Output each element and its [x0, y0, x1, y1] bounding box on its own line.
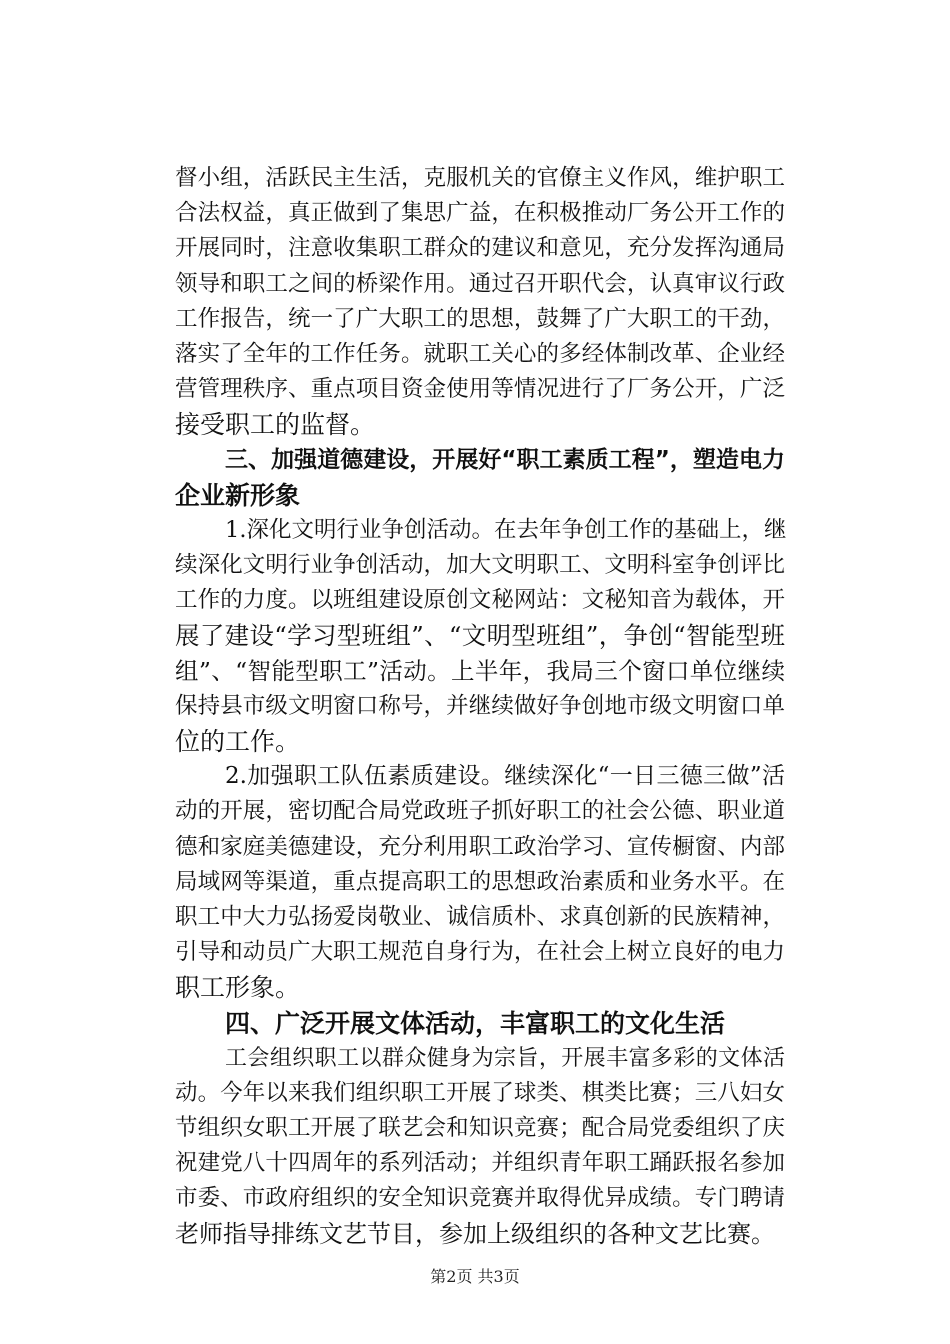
body-line: 职工中大力弘扬爱岗敬业、诚信质朴、求真创新的民族精神，	[175, 903, 785, 930]
body-line: 营管理秩序、重点项目资金使用等情况进行了厂务公开，广泛	[175, 376, 785, 403]
body-line: 续深化文明行业争创活动，加大文明职工、文明科室争创评比	[175, 552, 785, 579]
body-line: 工作报告，统一了广大职工的思想，鼓舞了广大职工的干劲，	[175, 305, 785, 332]
body-line: 引导和动员广大职工规范自身行为，在社会上树立良好的电力	[175, 939, 785, 966]
body-line: 开展同时，注意收集职工群众的建议和意见，充分发挥沟通局	[175, 235, 785, 262]
body-line: 德和家庭美德建设，充分利用职工政治学习、宣传橱窗、内部	[175, 833, 785, 860]
body-line: 动。今年以来我们组织职工开展了球类、棋类比赛；三八妇女	[175, 1079, 785, 1106]
paragraph-start: 工会组织职工以群众健身为宗旨，开展丰富多彩的文体活	[225, 1045, 785, 1071]
body-line: 市委、市政府组织的安全知识竞赛并取得优异成绩。专门聘请	[175, 1185, 785, 1212]
document-body	[175, 161, 785, 1252]
body-line: 展了建设“学习型班组”、“文明型班组”，争创“智能型班	[175, 621, 785, 651]
section-heading-3: 三、加强道德建设，开展好“职工素质工程”，塑造电力	[225, 446, 785, 473]
paragraph-start: 1.深化文明行业争创活动。在去年争创工作的基础上，继	[225, 516, 787, 543]
body-line: 老师指导排练文艺节目，参加上级组织的各种文艺比赛。	[175, 1219, 775, 1248]
page-number-footer: 第2页 共3页	[430, 1267, 520, 1286]
body-line: 局域网等渠道，重点提高职工的思想政治素质和业务水平。在	[175, 868, 785, 895]
body-line: 职工形象。	[175, 973, 301, 1003]
body-line: 节组织女职工开展了联艺会和知识竞赛；配合局党委组织了庆	[175, 1115, 785, 1142]
body-line: 祝建党八十四周年的系列活动；并组织青年职工踊跃报名参加	[175, 1150, 785, 1177]
body-line: 督小组，活跃民主生活，克服机关的官僚主义作风，维护职工	[175, 165, 785, 191]
body-line: 工作的力度。以班组建设原创文秘网站：文秘知音为载体，开	[175, 587, 785, 614]
body-line: 领导和职工之间的桥梁作用。通过召开职代会，认真审议行政	[175, 270, 785, 297]
section-heading-3-continued: 企业新形象	[175, 480, 301, 510]
body-line: 接受职工的监督。	[175, 410, 376, 440]
body-line: 合法权益，真正做到了集思广益，在积极推动厂务公开工作的	[175, 200, 785, 227]
body-line: 动的开展，密切配合局党政班子抓好职工的社会公德、职业道	[175, 798, 785, 825]
section-heading-4: 四、广泛开展文体活动，丰富职工的文化生活	[225, 1008, 726, 1038]
body-line: 位的工作。	[175, 727, 301, 756]
body-line: 落实了全年的工作任务。就职工关心的多经体制改革、企业经	[175, 340, 785, 367]
body-line: 组”、“智能型职工”活动。上半年，我局三个窗口单位继续	[175, 656, 785, 685]
paragraph-start: 2.加强职工队伍素质建设。继续深化“一日三德三做”活	[225, 763, 785, 790]
body-line: 保持县市级文明窗口称号，并继续做好争创地市级文明窗口单	[175, 692, 785, 719]
